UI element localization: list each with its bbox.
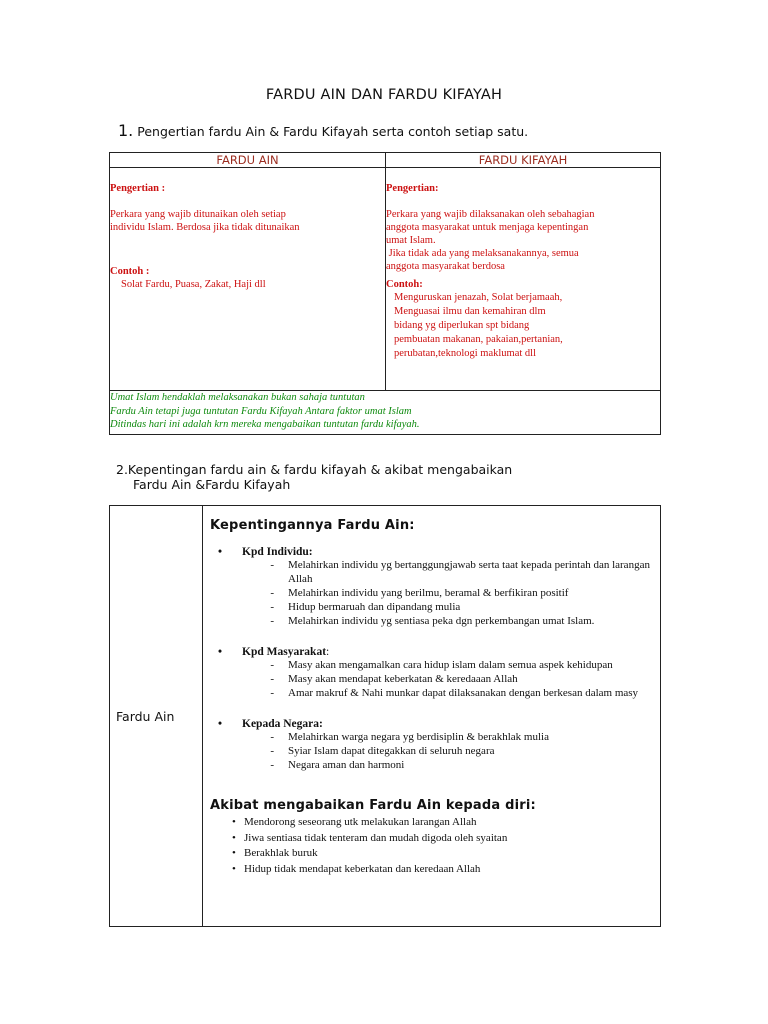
list-item: - Amar makruf & Nahi munkar dapat dilaksanakan dengan berkesan dalam masy xyxy=(270,687,639,699)
list-item: • Berakhlak buruk xyxy=(232,847,318,859)
ain-pengertian-line: individu Islam. Berdosa jika tidak ditunaikan xyxy=(110,222,300,233)
kifayah-contoh-line: Menguruskan jenazah, Solat berjamaah, xyxy=(394,292,563,303)
page-title: FARDU AIN DAN FARDU KIFAYAH xyxy=(265,87,503,103)
kifayah-contoh-line: perubatan,teknologi maklumat dll xyxy=(394,348,537,359)
list-item: - Syiar Islam dapat ditegakkan di seluruh negara xyxy=(270,745,495,757)
cell-fardu-kifayah xyxy=(386,168,661,391)
list-item: - Melahirkan individu yang berilmu, beramal & berfikiran positif xyxy=(270,587,569,599)
kifayah-contoh-line: pembuatan makanan, pakaian,pertanian, xyxy=(394,334,563,345)
group-label: Kpd Individu: xyxy=(242,546,313,558)
header-fardu-ain: FARDU AIN xyxy=(110,153,386,168)
group-heading-masyarakat: • Kpd Masyarakat: xyxy=(210,646,654,658)
table-footer-note xyxy=(110,391,661,435)
kifayah-pengertian-line: Jika tidak ada yang melaksanakannya, semua xyxy=(386,248,579,259)
bullet-icon: • xyxy=(218,718,223,730)
bullet-icon: • xyxy=(218,646,223,658)
footer-line: Fardu Ain tetapi juga tuntutan Fardu Kifayah Antara faktor umat Islam xyxy=(110,405,412,417)
footer-line: Ditindas hari ini adalah krn mereka mengabaikan tuntutan fardu kifayah. xyxy=(110,419,420,430)
question-2 xyxy=(116,462,512,492)
list-item: • Hidup tidak mendapat keberkatan dan keredaan Allah xyxy=(232,862,481,875)
ain-contoh-label: Contoh : xyxy=(110,266,150,277)
footer-line: Umat Islam hendaklah melaksanakan bukan sahaja tuntutan xyxy=(110,392,365,403)
question-1-text: Pengertian fardu Ain & Fardu Kifayah serta contoh setiap satu. xyxy=(137,124,529,139)
kifayah-pengertian-line: Perkara yang wajib dilaksanakan oleh sebahagian xyxy=(386,209,595,220)
group-heading-negara xyxy=(210,718,654,730)
kifayah-contoh-line: Menguasai ilmu dan kemahiran dlm xyxy=(394,306,546,317)
kifayah-contoh-line: bidang yg diperlukan spt bidang xyxy=(394,320,530,331)
importance-content xyxy=(203,506,661,927)
row-label-fardu-ain: Fardu Ain xyxy=(110,506,203,927)
list-item: - Masy akan mengamalkan cara hidup islam dalam semua aspek kehidupan xyxy=(270,659,613,671)
importance-table xyxy=(109,505,661,927)
group-label: Kepada Negara: xyxy=(242,718,323,730)
list-item: • Mendorong seseorang utk melakukan larangan Allah xyxy=(232,816,477,828)
ain-pengertian-label: Pengertian : xyxy=(110,183,166,194)
ain-pengertian-line: Perkara yang wajib ditunaikan oleh setiap xyxy=(110,209,286,220)
definition-table xyxy=(109,152,661,435)
ain-contoh-line: Solat Fardu, Puasa, Zakat, Haji dll xyxy=(121,279,266,290)
kifayah-pengertian-label: Pengertian: xyxy=(386,183,439,194)
list-item: - Melahirkan individu yg sentiasa peka dgn perkembangan umat Islam. xyxy=(270,615,595,627)
list-item: • Jiwa sentiasa tidak tenteram dan mudah digoda oleh syaitan xyxy=(232,831,508,844)
list-item: - Melahirkan individu yg bertanggungjawab serta taat kepada perintah dan larangan Allah xyxy=(270,559,650,585)
question-1-number: 1. xyxy=(118,121,134,140)
kifayah-pengertian-line: anggota masyarakat untuk menjaga kepentingan xyxy=(386,222,589,233)
heading-kepentingan: Kepentingannya Fardu Ain: xyxy=(210,518,415,533)
cell-fardu-ain xyxy=(110,168,386,391)
heading-akibat: Akibat mengabaikan Fardu Ain kepada diri: xyxy=(210,798,536,813)
kifayah-contoh-label: Contoh: xyxy=(386,279,423,290)
list-item: - Hidup bermaruah dan dipandang mulia xyxy=(270,601,461,613)
bullet-icon: • xyxy=(218,546,223,558)
kifayah-pengertian-line: umat Islam. xyxy=(386,235,436,246)
kifayah-pengertian-line: anggota masyarakat berdosa xyxy=(386,261,505,272)
group-label: Kpd Masyarakat xyxy=(242,646,327,658)
question-1 xyxy=(118,121,528,140)
question-2-line: Fardu Ain &Fardu Kifayah xyxy=(133,477,291,492)
header-fardu-kifayah: FARDU KIFAYAH xyxy=(386,153,661,168)
list-item: - Negara aman dan harmoni xyxy=(270,759,405,771)
list-item: - Melahirkan warga negara yg berdisiplin & berakhlak mulia xyxy=(270,731,549,743)
question-2-line: 2.Kepentingan fardu ain & fardu kifayah & akibat mengabaikan xyxy=(116,462,513,477)
list-item: - Masy akan mendapat keberkatan & keredaaan Allah xyxy=(270,673,518,685)
group-heading-individu xyxy=(210,546,654,558)
